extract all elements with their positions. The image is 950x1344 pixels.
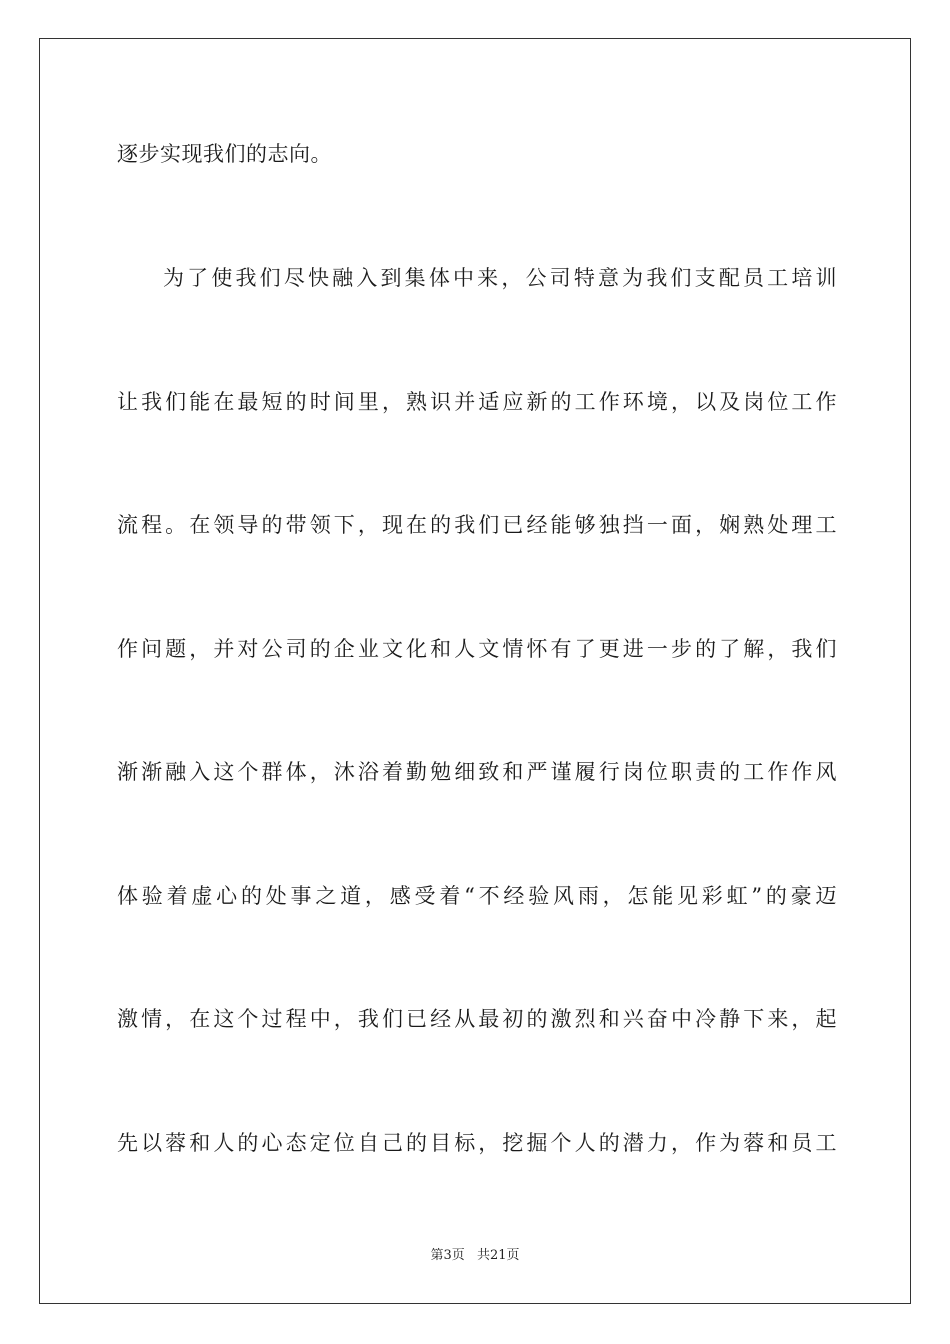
page-number: 第3页 bbox=[430, 1248, 465, 1263]
text-line-3: 让我们能在最短的时间里，熟识并适应新的工作环境，以及岗位工作 bbox=[117, 390, 837, 414]
page-footer bbox=[0, 1247, 950, 1265]
text-line-1: 逐步实现我们的志向。 bbox=[117, 142, 332, 166]
text-line-2: 为了使我们尽快融入到集体中来，公司特意为我们支配员工培训 bbox=[163, 266, 837, 290]
page-border bbox=[39, 38, 911, 1304]
text-line-8: 激情，在这个过程中，我们已经从最初的激烈和兴奋中冷静下来，起 bbox=[117, 1007, 837, 1031]
text-line-9: 先以蓉和人的心态定位自己的目标，挖掘个人的潜力，作为蓉和员工 bbox=[117, 1131, 837, 1155]
page-total: 共21页 bbox=[476, 1248, 520, 1263]
text-line-7: 体验着虚心的处事之道，感受着“不经验风雨，怎能见彩虹”的豪迈 bbox=[117, 884, 837, 908]
text-line-4: 流程。在领导的带领下，现在的我们已经能够独挡一面，娴熟处理工 bbox=[117, 513, 837, 537]
text-line-6: 渐渐融入这个群体，沐浴着勤勉细致和严谨履行岗位职责的工作作风 bbox=[117, 760, 837, 784]
text-line-5: 作问题，并对公司的企业文化和人文情怀有了更进一步的了解，我们 bbox=[117, 637, 837, 661]
